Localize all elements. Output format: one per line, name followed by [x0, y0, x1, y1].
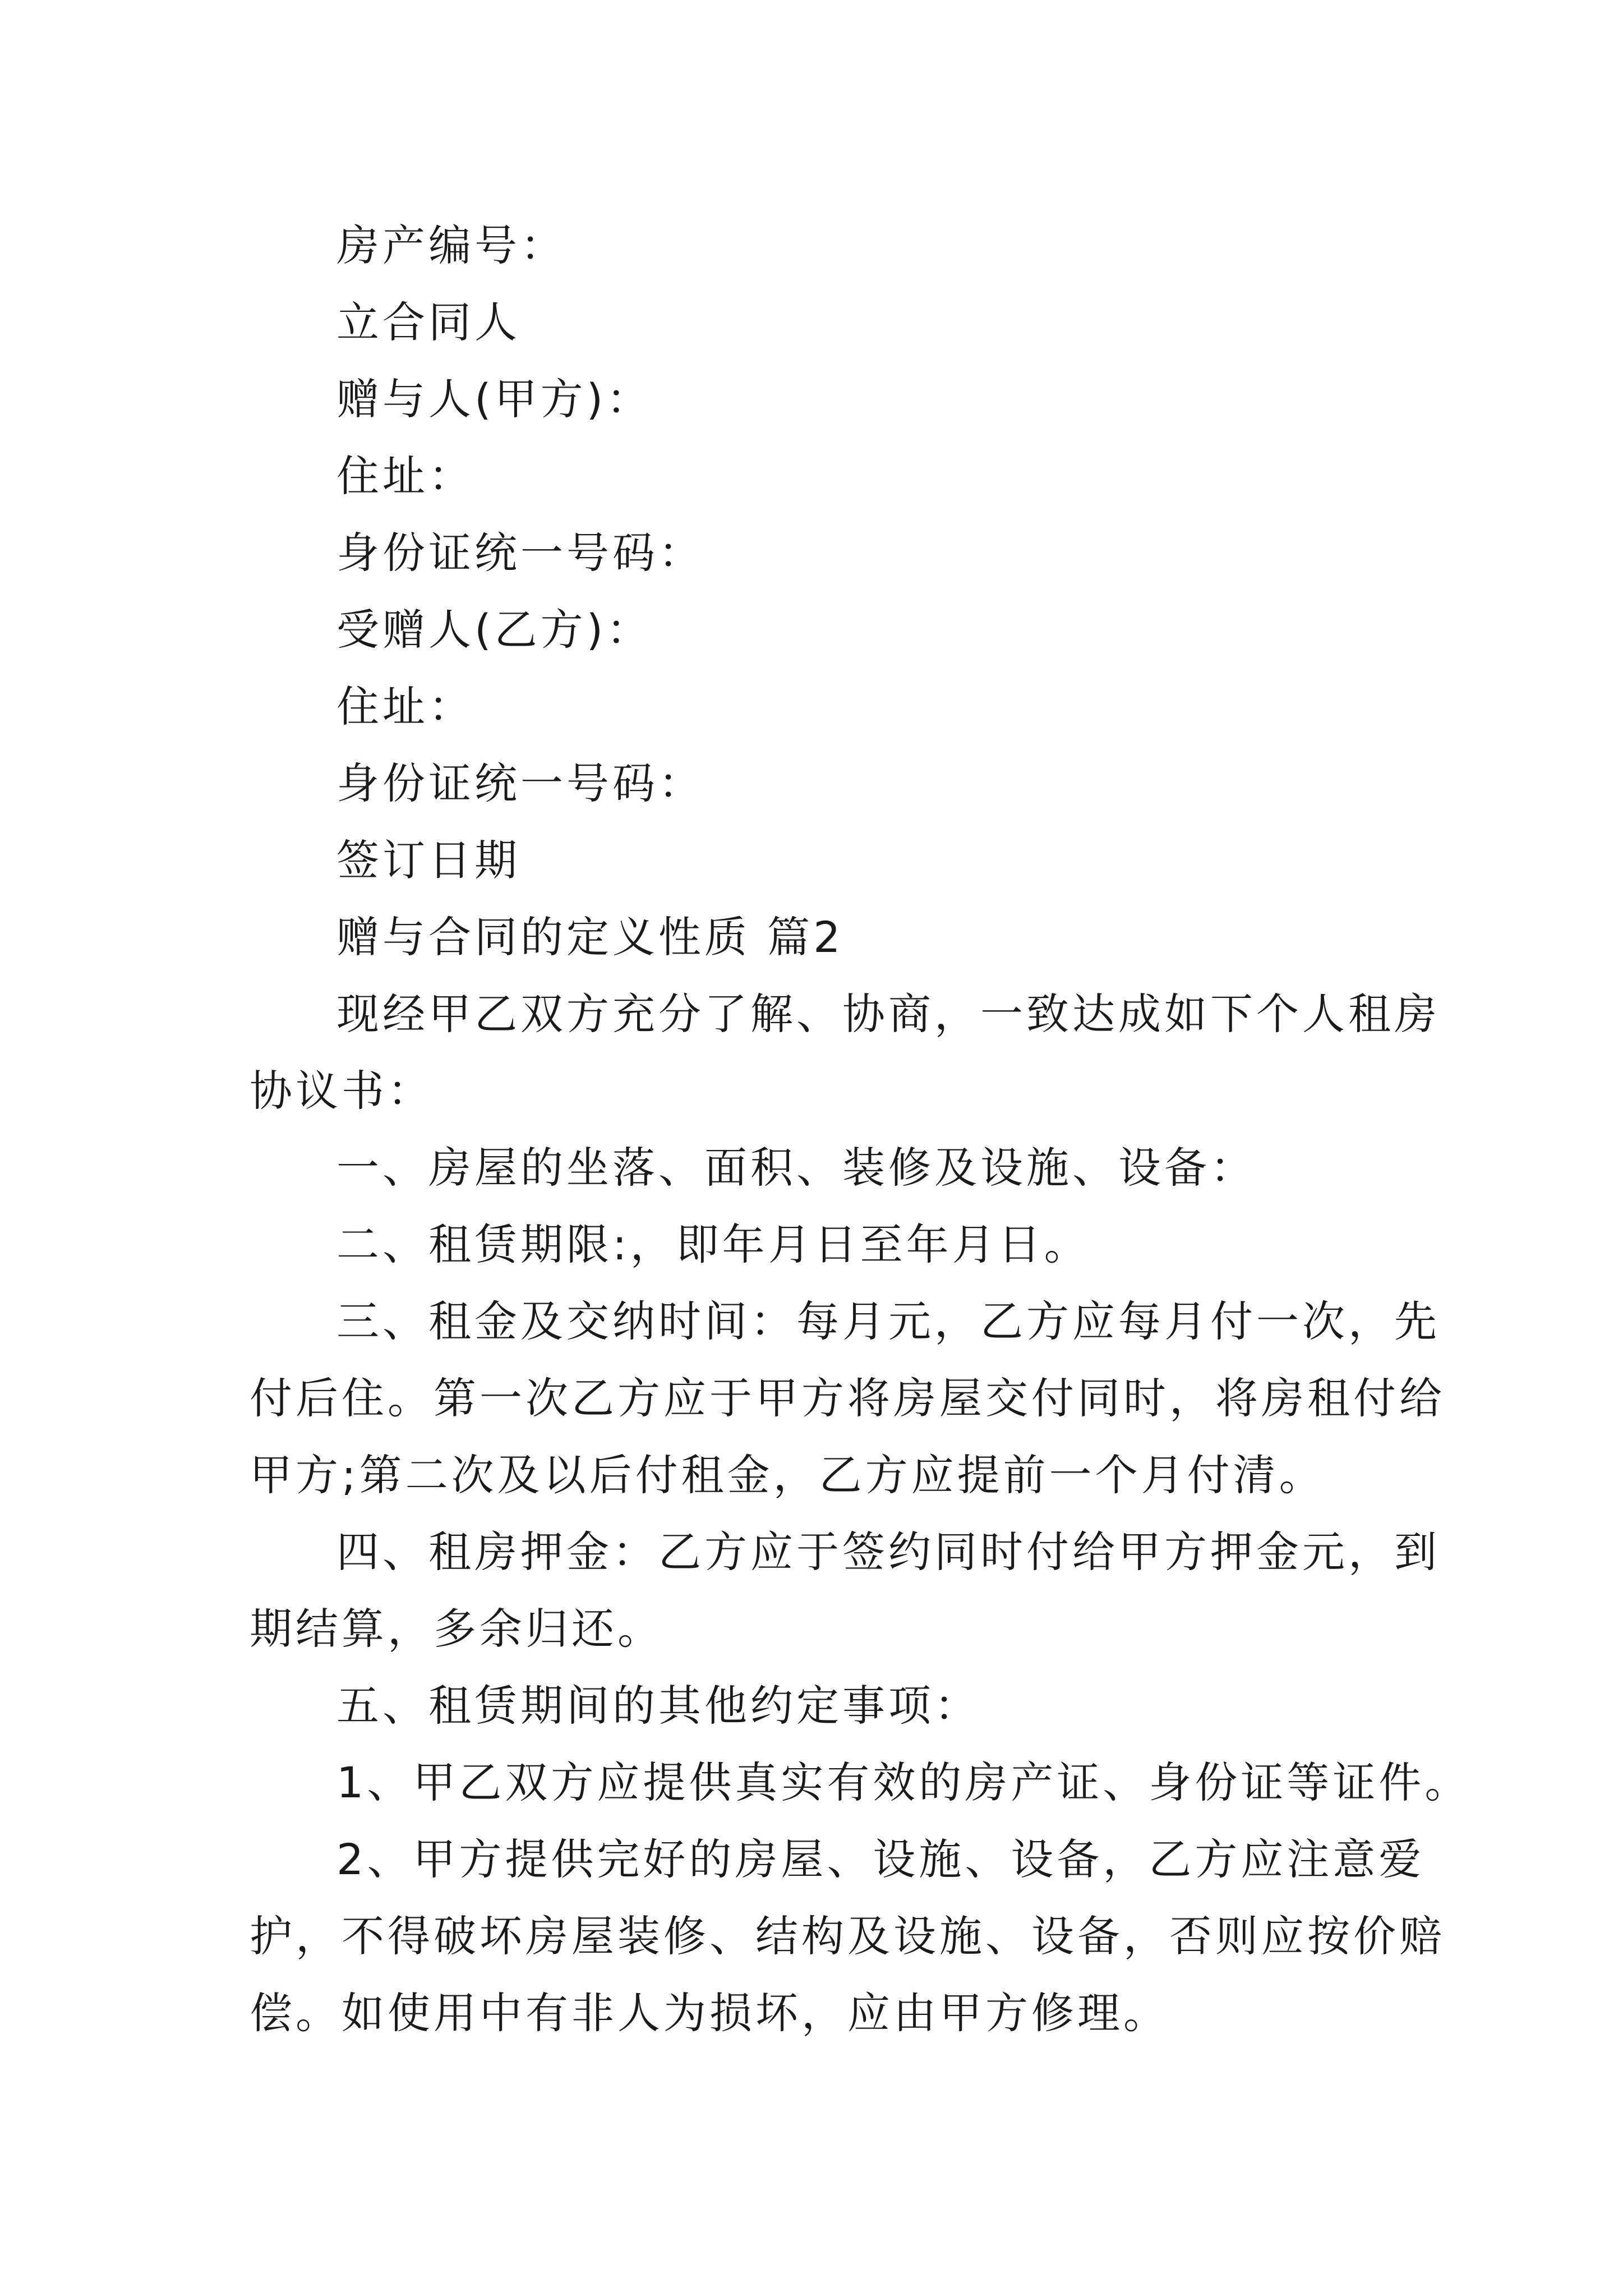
- clause-3-line-2: 付后住。第一次乙方应于甲方将房屋交付同时，将房租付给: [250, 1373, 1445, 1423]
- donor-id-label: 身份证统一号码：: [336, 528, 704, 578]
- clause-3-line-1: 三、租金及交纳时间：每月元，乙方应每月付一次，先: [336, 1296, 1440, 1346]
- intro-line-2: 协议书：: [250, 1066, 434, 1116]
- clause-1: 一、房屋的坐落、面积、装修及设施、设备：: [336, 1143, 1256, 1193]
- donee-label: 受赠人(乙方)：: [336, 605, 653, 655]
- item-2-line-3: 偿。如使用中有非人为损坏，应由甲方修理。: [250, 1988, 1169, 2038]
- property-number-label: 房产编号：: [336, 220, 566, 270]
- clause-2: 二、租赁期限:，即年月日至年月日。: [336, 1220, 1090, 1269]
- clause-4-line-2: 期结算，多余归还。: [250, 1604, 663, 1654]
- item-1: 1、甲乙双方应提供真实有效的房产证、身份证等证件。: [336, 1757, 1471, 1807]
- item-2-line-1: 2、甲方提供完好的房屋、设施、设备，乙方应注意爱: [336, 1834, 1425, 1884]
- intro-line-1: 现经甲乙双方充分了解、协商，一致达成如下个人租房: [336, 989, 1440, 1039]
- clause-3-line-3: 甲方;第二次及以后付租金，乙方应提前一个月付清。: [250, 1450, 1325, 1500]
- clause-4-line-1: 四、租房押金：乙方应于签约同时付给甲方押金元，到: [336, 1527, 1440, 1577]
- donee-address-label: 住址：: [336, 682, 474, 731]
- section-title: 赠与合同的定义性质 篇2: [336, 912, 844, 962]
- donor-address-label: 住址：: [336, 451, 474, 501]
- donor-label: 赠与人(甲方)：: [336, 374, 653, 424]
- clause-5: 五、租赁期间的其他约定事项：: [336, 1681, 980, 1731]
- parties-heading: 立合同人: [336, 297, 520, 347]
- sign-date-label: 签订日期: [336, 835, 520, 885]
- donee-id-label: 身份证统一号码：: [336, 758, 704, 808]
- item-2-line-2: 护，不得破坏房屋装修、结构及设施、设备，否则应按价赔: [250, 1911, 1445, 1961]
